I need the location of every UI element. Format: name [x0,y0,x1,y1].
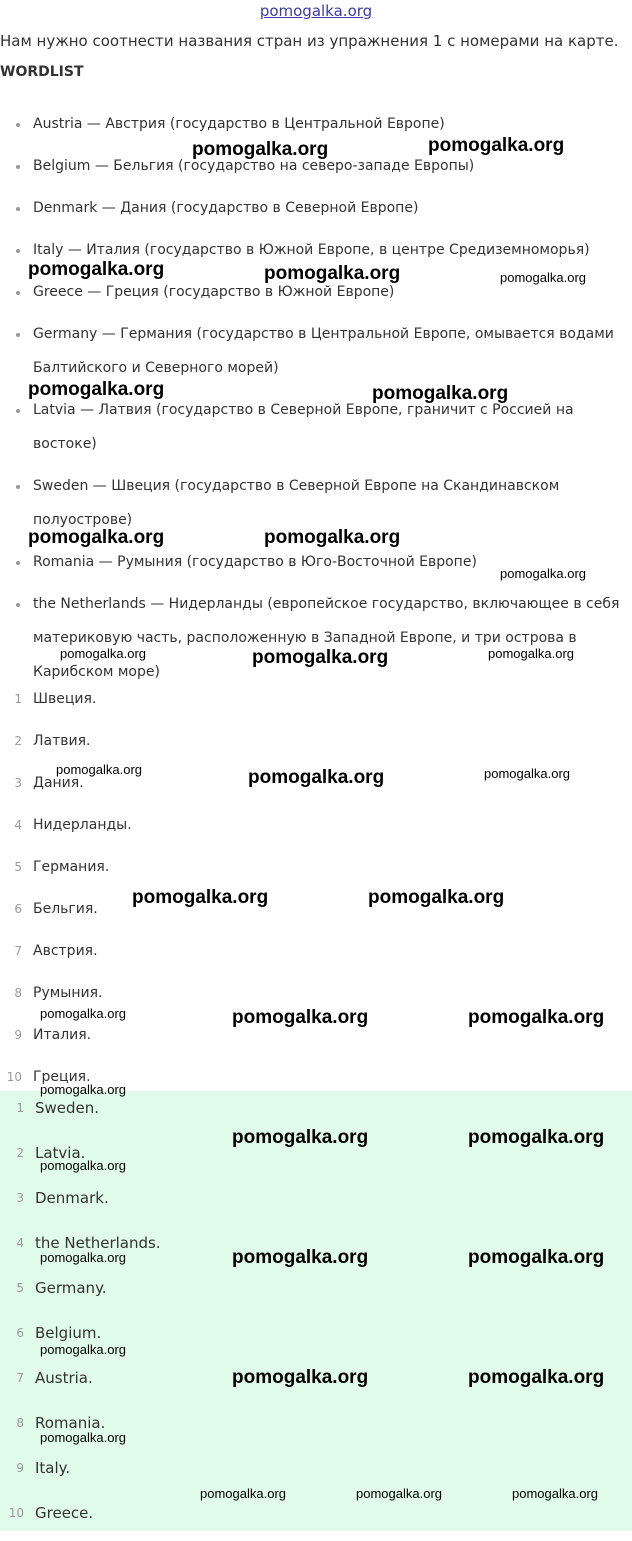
watermark: pomogalka.org [468,1127,605,1148]
watermark: pomogalka.org [40,1158,126,1173]
watermark: pomogalka.org [484,766,570,781]
watermark: pomogalka.org [192,139,329,160]
item-number: 8 [16,1416,24,1430]
item-number: 10 [6,1070,22,1084]
watermark: pomogalka.org [40,1250,126,1265]
watermark: pomogalka.org [40,1430,126,1445]
list-item [0,934,632,976]
item-text: the Netherlands. [35,1234,161,1252]
wordlist-item: Sweden — Швеция (государство в Северной Европе на Скандинавском полуострове) [0,469,632,537]
watermark: pomogalka.org [40,1082,126,1097]
list-item [0,724,632,766]
watermark: pomogalka.org [132,887,269,908]
english-answer-block [0,1091,632,1531]
item-text: Германия. [33,859,110,875]
wordlist-item: Germany — Германия (государство в Центральной Европе, омывается водами Балтийского и Северного морей) [0,317,632,385]
watermark: pomogalka.org [468,1367,605,1388]
list-item [0,808,632,850]
wordlist [0,107,632,697]
watermark: pomogalka.org [500,270,586,285]
wordlist-item: Greece — Греция (государство в Южной Европе) [0,275,632,309]
item-text: Латвия. [33,733,91,749]
item-text: Latvia. [35,1144,86,1162]
watermark: pomogalka.org [232,1367,369,1388]
item-text: Румыния. [33,985,103,1001]
item-number: 9 [16,1461,24,1475]
item-text: Нидерланды. [33,817,132,833]
item-text: Швеция. [33,691,97,707]
item-number: 8 [14,986,22,1000]
item-number: 3 [16,1191,24,1205]
item-number: 7 [16,1371,24,1385]
wordlist-item: Italy — Италия (государство в Южной Европе, в центре Средиземноморья) [0,233,632,267]
watermark: pomogalka.org [372,383,509,404]
watermark: pomogalka.org [232,1007,369,1028]
watermark: pomogalka.org [252,647,389,668]
watermark: pomogalka.org [264,527,401,548]
watermark: pomogalka.org [28,527,165,548]
item-number: 1 [16,1101,24,1115]
item-text: Греция. [33,1069,91,1085]
wordlist-item: Romania — Румыния (государство в Юго-Восточной Европе) [0,545,632,579]
wordlist-item: the Netherlands — Нидерланды (европейское государство, включающее в себя материковую часть, расположенную в Западной Европе, и три острова в Карибском море) [0,587,632,689]
item-number: 6 [16,1326,24,1340]
item-number: 10 [8,1506,24,1520]
watermark: pomogalka.org [500,566,586,581]
watermark: pomogalka.org [28,379,165,400]
item-number: 5 [14,860,22,874]
item-text: Австрия. [33,943,98,959]
watermark: pomogalka.org [356,1486,442,1501]
site-header-link[interactable]: pomogalka.org [259,2,373,20]
watermark: pomogalka.org [232,1247,369,1268]
watermark: pomogalka.org [264,263,401,284]
item-text: Italy. [35,1459,71,1477]
list-item [0,850,632,892]
watermark: pomogalka.org [488,646,574,661]
item-text: Belgium. [35,1324,102,1342]
russian-answer-list [0,682,632,1102]
watermark: pomogalka.org [468,1007,605,1028]
item-number: 3 [14,776,22,790]
item-number: 4 [16,1236,24,1250]
item-text: Бельгия. [33,901,98,917]
watermark: pomogalka.org [428,135,565,156]
list-item [0,1181,632,1226]
item-number: 1 [14,692,22,706]
item-text: Greece. [35,1504,94,1522]
watermark: pomogalka.org [60,646,146,661]
list-item [0,1496,632,1541]
item-text: Romania. [35,1414,106,1432]
item-number: 7 [14,944,22,958]
watermark: pomogalka.org [40,1342,126,1357]
wordlist-item: Austria — Австрия (государство в Центральной Европе) [0,107,632,141]
intro-text: Нам нужно соотнести названия стран из упражнения 1 с номерами на карте. [0,32,619,50]
watermark: pomogalka.org [40,1006,126,1021]
item-text: Италия. [33,1027,92,1043]
item-number: 6 [14,902,22,916]
wordlist-item: Belgium — Бельгия (государство на северо-западе Европы) [0,149,632,183]
item-number: 2 [16,1146,24,1160]
watermark: pomogalka.org [200,1486,286,1501]
watermark: pomogalka.org [28,259,165,280]
watermark: pomogalka.org [232,1127,369,1148]
item-text: Austria. [35,1369,93,1387]
item-text: Sweden. [35,1099,100,1117]
item-number: 9 [14,1028,22,1042]
wordlist-heading: WORDLIST [0,64,84,80]
item-text: Дания. [33,775,84,791]
watermark: pomogalka.org [468,1247,605,1268]
list-item [0,682,632,724]
list-item [0,892,632,934]
item-text: Germany. [35,1279,107,1297]
item-text: Denmark. [35,1189,109,1207]
list-item [0,1271,632,1316]
item-number: 4 [14,818,22,832]
wordlist-item: Latvia — Латвия (государство в Северной Европе, граничит с Россией на востоке) [0,393,632,461]
wordlist-item: Denmark — Дания (государство в Северной Европе) [0,191,632,225]
item-number: 5 [16,1281,24,1295]
item-number: 2 [14,734,22,748]
watermark: pomogalka.org [56,762,142,777]
watermark: pomogalka.org [512,1486,598,1501]
watermark: pomogalka.org [368,887,505,908]
watermark: pomogalka.org [248,767,385,788]
